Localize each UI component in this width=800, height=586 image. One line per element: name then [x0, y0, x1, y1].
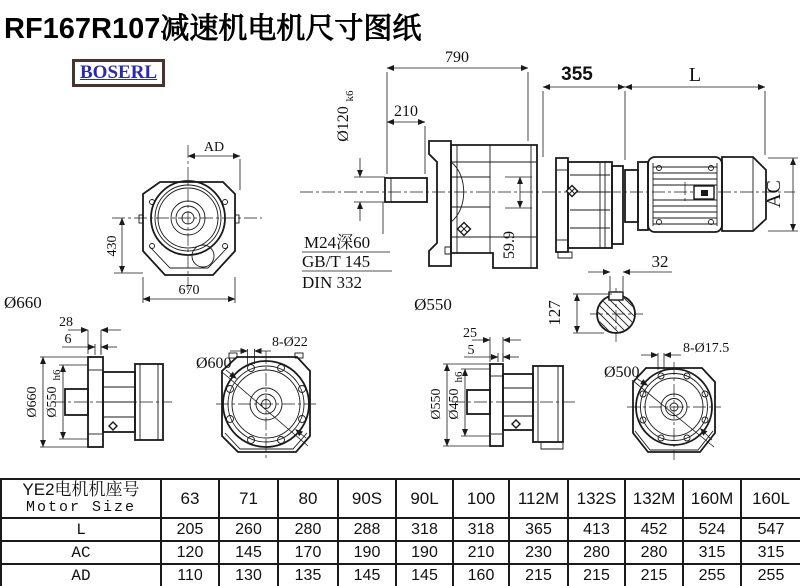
table-cell: 130: [219, 564, 278, 586]
table-row-AD: [1, 564, 800, 586]
table-cell: 215: [509, 564, 568, 586]
table-cell: 160: [453, 564, 509, 586]
view-output-flange-side-550: [429, 326, 576, 449]
table-cell: 110: [161, 564, 219, 586]
table-cell: 547: [741, 518, 800, 541]
callout-standard-gbt: GB/T 145: [302, 252, 371, 271]
column-header-132M: 132M: [625, 479, 683, 518]
column-header-160L: 160L: [741, 479, 800, 518]
table-cell: 230: [509, 541, 568, 564]
label-660: Ø660: [4, 293, 42, 312]
table-cell: 280: [625, 541, 683, 564]
table-cell: 215: [625, 564, 683, 586]
dim-59-9: 59.9: [501, 231, 518, 259]
callout-thread: M24深60: [304, 233, 371, 252]
row-label-AC: AC: [1, 541, 161, 564]
table-cell: 413: [568, 518, 625, 541]
table-cell: 288: [338, 518, 396, 541]
row-label-L: L: [1, 518, 161, 541]
dim-355: 355: [561, 64, 593, 85]
table-cell: 524: [683, 518, 741, 541]
table-cell: 315: [683, 541, 741, 564]
dim-shaft-diameter: Ø120: [335, 106, 352, 142]
dim-AC: AC: [763, 180, 785, 208]
dim-AD: AD: [203, 140, 225, 155]
dim-500: Ø500: [604, 364, 640, 381]
table-cell: 315: [741, 541, 800, 564]
table-cell: 452: [625, 518, 683, 541]
column-header-71: 71: [219, 479, 278, 518]
table-cell: 170: [278, 541, 338, 564]
column-header-63: 63: [161, 479, 219, 518]
column-header-160M: 160M: [683, 479, 741, 518]
dim-450-tolerance: h6: [453, 371, 465, 383]
dim-bolt-holes-22: 8-Ø22: [272, 335, 308, 350]
column-header-90L: 90L: [396, 479, 453, 518]
table-cell: 318: [453, 518, 509, 541]
table-row-L: [1, 518, 800, 541]
view-output-flange-face-500: [604, 341, 729, 460]
dim-670: 670: [178, 283, 200, 298]
table-cell: 280: [568, 541, 625, 564]
dim-5: 5: [467, 343, 475, 358]
dim-550b: Ø550: [429, 388, 444, 420]
column-header-100: 100: [453, 479, 509, 518]
dim-210: 210: [394, 103, 418, 120]
dim-450: Ø450: [447, 388, 462, 420]
table-cell: 215: [568, 564, 625, 586]
table-cell: 280: [278, 518, 338, 541]
dim-32: 32: [651, 252, 669, 271]
table-row-AC: [1, 541, 800, 564]
dim-bolt-holes-17-5: 8-Ø17.5: [683, 341, 730, 356]
table-cell: 205: [161, 518, 219, 541]
table-cell: 318: [396, 518, 453, 541]
dim-L: L: [688, 64, 702, 86]
label-flange-550: Ø550: [414, 295, 452, 314]
table-cell: 135: [278, 564, 338, 586]
column-header-132S: 132S: [568, 479, 625, 518]
column-header-80: 80: [278, 479, 338, 518]
callout-standard-din: DIN 332: [302, 273, 362, 292]
dim-430: 430: [105, 235, 120, 257]
dim-28: 28: [59, 315, 73, 330]
table-cell: 255: [741, 564, 800, 586]
dim-790: 790: [445, 49, 469, 66]
view-front-gearbox: [105, 140, 262, 303]
table-cell: 210: [453, 541, 509, 564]
dim-550-tolerance: h6: [51, 369, 63, 381]
view-side-gearmotor: [300, 49, 798, 360]
table-cell: 145: [338, 564, 396, 586]
table-cell: 190: [338, 541, 396, 564]
dim-127: 127: [545, 300, 564, 326]
table-header-motor-size: [1, 479, 161, 518]
table-cell: 190: [396, 541, 453, 564]
dim-shaft-tolerance: k6: [344, 90, 356, 102]
dim-660: Ø660: [25, 386, 40, 418]
dim-600: Ø600: [196, 355, 232, 372]
view-output-flange-face-600: [196, 335, 316, 460]
table-cell: 365: [509, 518, 568, 541]
table-cell: 255: [683, 564, 741, 586]
view-output-flange-side-660: [4, 293, 172, 447]
column-header-112M: 112M: [509, 479, 568, 518]
page-title: RF167R107减速机电机尺寸图纸: [4, 13, 422, 45]
dim-25: 25: [463, 326, 477, 341]
motor-size-label-en: Motor Size: [25, 498, 136, 516]
table-cell: 260: [219, 518, 278, 541]
dim-550-spigot: Ø550: [45, 386, 60, 418]
table-cell: 145: [396, 564, 453, 586]
motor-size-label-cn: YE2电机机座号: [22, 479, 140, 499]
dim-6: 6: [64, 332, 72, 347]
table-cell: 120: [161, 541, 219, 564]
brand-logo-text: BOSERL: [80, 62, 158, 83]
column-header-90S: 90S: [338, 479, 396, 518]
table-cell: 145: [219, 541, 278, 564]
dimension-table: [0, 478, 800, 586]
row-label-AD: AD: [1, 564, 161, 586]
